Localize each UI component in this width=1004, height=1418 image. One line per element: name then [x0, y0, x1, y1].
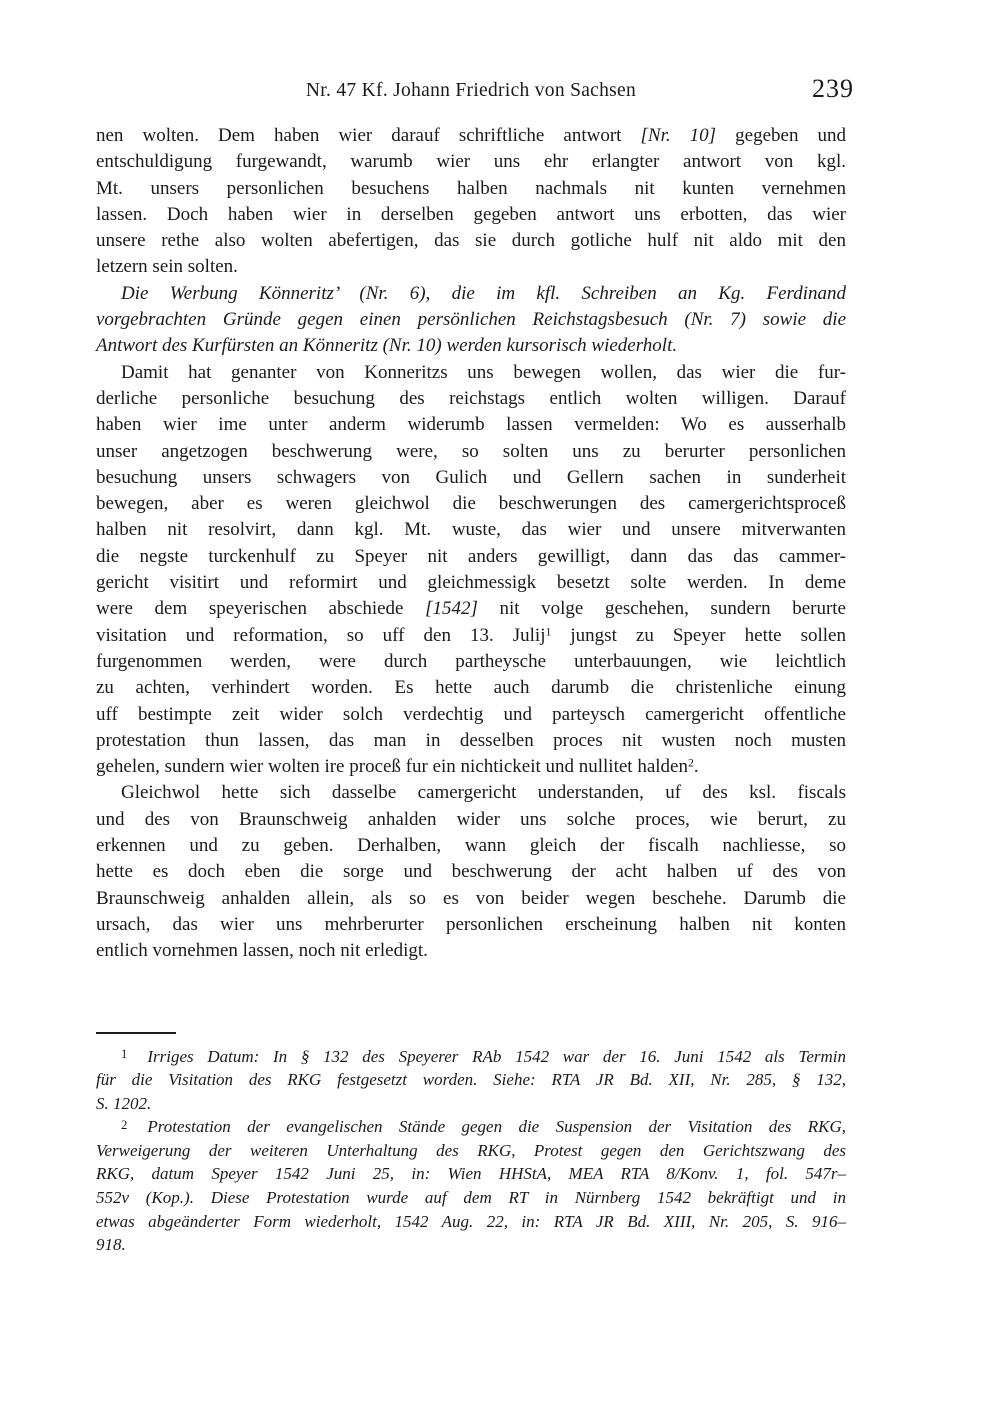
text-line	[96, 1233, 846, 1257]
text-line	[96, 176, 846, 202]
text-line	[96, 728, 846, 754]
text-line	[96, 649, 846, 675]
text-line	[96, 938, 846, 964]
text-line	[96, 570, 846, 596]
text-segment: haben wier ime unter anderm widerumb lassen vermelden: Wo es ausserhalb	[96, 414, 846, 436]
text-segment: gegeben und	[716, 125, 847, 146]
text-segment: Die Werbung Könneritz’ (Nr. 6), die im kfl. Schreiben an Kg. Ferdinand	[121, 282, 846, 304]
text-segment: entschuldigung furgewandt, warumb wier uns ehr erlangter antwort von kgl.	[96, 151, 846, 173]
text-line	[96, 886, 846, 912]
body-text	[96, 123, 846, 965]
text-line	[96, 360, 846, 386]
paragraph	[96, 281, 846, 360]
text-segment: protestation thun lassen, das man in desselben proces nit wusten noch musten	[96, 729, 846, 751]
text-segment: were dem speyerischen abschiede	[96, 598, 426, 620]
text-segment: 918.	[96, 1235, 126, 1255]
text-line	[96, 859, 846, 885]
paragraph	[96, 360, 846, 781]
text-segment: halben nit resolvirt, dann kgl. Mt. wuste, das wier und unsere mitverwanten	[96, 519, 846, 541]
text-line	[96, 1115, 846, 1139]
text-line	[96, 1139, 846, 1163]
text-segment: gehelen, sundern wier wolten ire proceß fur ein nichtickeit und nullitet halden	[96, 756, 688, 778]
text-line	[96, 754, 846, 780]
footnote	[96, 1115, 846, 1257]
text-line	[96, 123, 846, 149]
footnote-reference: 2	[687, 756, 694, 770]
text-line	[96, 702, 846, 728]
text-line	[96, 307, 846, 333]
text-segment: Braunschweig anhalden allein, als so es von beider wegen beschehe. Darumb die	[96, 887, 846, 909]
text-line	[96, 465, 846, 491]
text-segment: RKG, datum Speyer 1542 Juni 25, in: Wien HHStA, MEA RTA 8/Konv. 1, fol. 547r–	[96, 1164, 846, 1184]
text-segment: Irriges Datum: In § 132 des Speyerer RAb 1542 war der 16. Juni 1542 als Termin	[147, 1046, 846, 1066]
text-line	[96, 544, 846, 570]
text-line	[96, 912, 846, 938]
text-line	[96, 780, 846, 806]
text-segment: lassen. Doch haben wier in derselben gegeben antwort uns erbotten, das wier	[96, 203, 846, 225]
text-segment: erkennen und zu geben. Derhalben, wann gleich der fiscalh nachliesse, so	[96, 835, 846, 857]
page-number: 239	[812, 74, 854, 103]
text-line	[96, 1210, 846, 1234]
text-line	[96, 149, 846, 175]
text-segment: etwas abgeänderter Form wiederholt, 1542 Aug. 22, in: RTA JR Bd. XIII, Nr. 205, S. 916–	[96, 1211, 846, 1231]
text-segment: die negste turckenhulf zu Speyer nit anders gewilligt, dann das das cammer-	[96, 545, 846, 567]
text-segment: unser angetzogen beschwerung were, so solten uns zu berurter personlichen	[96, 440, 846, 462]
footnote-reference: 1	[545, 625, 552, 639]
text-segment: unsere rethe also wolten abefertigen, das sie durch gotliche hulf nit aldo mit den	[96, 230, 846, 252]
text-line	[96, 517, 846, 543]
text-segment: Gleichwol hette sich dasselbe camergericht understanden, uf des ksl. fiscals	[121, 782, 846, 804]
text-segment: jungst zu Speyer hette sollen	[551, 624, 846, 646]
text-line	[96, 333, 846, 359]
text-line	[96, 596, 846, 622]
text-segment: für die Visitation des RKG festgesetzt worden. Siehe: RTA JR Bd. XII, Nr. 285, § 132,	[96, 1070, 846, 1090]
text-segment: Protestation der evangelischen Stände gegen die Suspension der Visitation des RKG,	[147, 1117, 846, 1137]
running-title: Nr. 47 Kf. Johann Friedrich von Sachsen	[305, 80, 637, 101]
footnote-marker: 1	[121, 1046, 128, 1061]
text-segment: Damit hat genanter von Konneritzs uns bewegen wollen, das wier die fur-	[121, 361, 846, 383]
text-segment: nen wolten. Dem haben wier darauf schriftliche antwort	[96, 125, 641, 146]
text-line	[96, 1068, 846, 1092]
footnote-section	[96, 1045, 846, 1257]
text-segment: vorgebrachten Gründe gegen einen persönlichen Reichstagsbesuch (Nr. 7) sowie die	[96, 309, 846, 331]
text-line	[96, 491, 846, 517]
text-line	[96, 281, 846, 307]
text-segment: ursach, das wier uns mehrberurter personlichen erscheinung halben nit konten	[96, 913, 846, 935]
text-line	[96, 675, 846, 701]
text-segment: bewegen, aber es weren gleichwol die beschwerungen des camergerichtsproceß	[96, 493, 846, 515]
text-line	[96, 1162, 846, 1186]
text-line	[96, 254, 846, 280]
text-segment: nit volge geschehen, sundern berurte	[477, 598, 846, 620]
text-line	[96, 228, 846, 254]
text-line	[96, 412, 846, 438]
footnote	[96, 1045, 846, 1116]
text-segment: Mt. unsers personlichen besuchens halben nachmals nit kunten vernehmen	[96, 177, 846, 199]
text-segment: uff bestimpte zeit wider solch verdechtig und parteysch camergericht offentliche	[96, 703, 846, 725]
text-segment: hette es doch eben die sorge und beschwerung der acht halben uf des von	[96, 861, 846, 883]
paragraph	[96, 123, 846, 281]
text-segment: Antwort des Kurfürsten an Könneritz (Nr. 10) werden kursorisch wiederholt.	[96, 335, 678, 357]
text-segment: zu achten, verhindert worden. Es hette auch darumb die christenliche einung	[96, 677, 846, 699]
text-segment: besuchung unsers schwagers von Gulich und Gellern sachen in sunderheit	[96, 466, 846, 488]
text-line	[96, 202, 846, 228]
text-segment: [Nr. 10]	[640, 125, 717, 146]
text-line	[96, 439, 846, 465]
text-line	[96, 386, 846, 412]
text-segment: S. 1202.	[96, 1093, 152, 1113]
text-segment: letzern sein solten.	[96, 256, 238, 278]
text-segment: und des von Braunschweig anhalden wider uns solche proces, wie berurt, zu	[96, 808, 846, 830]
text-segment: visitation und reformation, so uff den 13. Julij	[96, 624, 546, 646]
paragraph	[96, 780, 846, 964]
running-header	[96, 74, 854, 103]
text-segment: entlich vornehmen lassen, noch nit erledigt.	[96, 940, 428, 962]
text-line	[96, 833, 846, 859]
text-line	[96, 1045, 846, 1069]
text-segment: Verweigerung der weiteren Unterhaltung des RKG, Protest gegen den Gerichtszwang des	[96, 1140, 846, 1160]
text-line	[96, 1092, 846, 1116]
footnote-separator	[96, 1032, 176, 1034]
text-line	[96, 1186, 846, 1210]
text-segment: furgenommen werden, were durch partheysche unterbauungen, wie leichtlich	[96, 650, 846, 672]
text-segment: [1542]	[425, 598, 478, 620]
text-segment: gericht visitirt und reformirt und gleichmessigk besetzt solte werden. In deme	[96, 572, 846, 594]
footnote-marker: 2	[121, 1117, 128, 1132]
text-segment: .	[693, 756, 699, 778]
text-line	[96, 623, 846, 649]
text-segment: derliche personliche besuchung des reichstags entlich wolten willigen. Darauf	[96, 387, 846, 409]
text-segment: 552v (Kop.). Diese Protestation wurde auf dem RT in Nürnberg 1542 bekräftigt und in	[96, 1188, 846, 1208]
text-line	[96, 807, 846, 833]
